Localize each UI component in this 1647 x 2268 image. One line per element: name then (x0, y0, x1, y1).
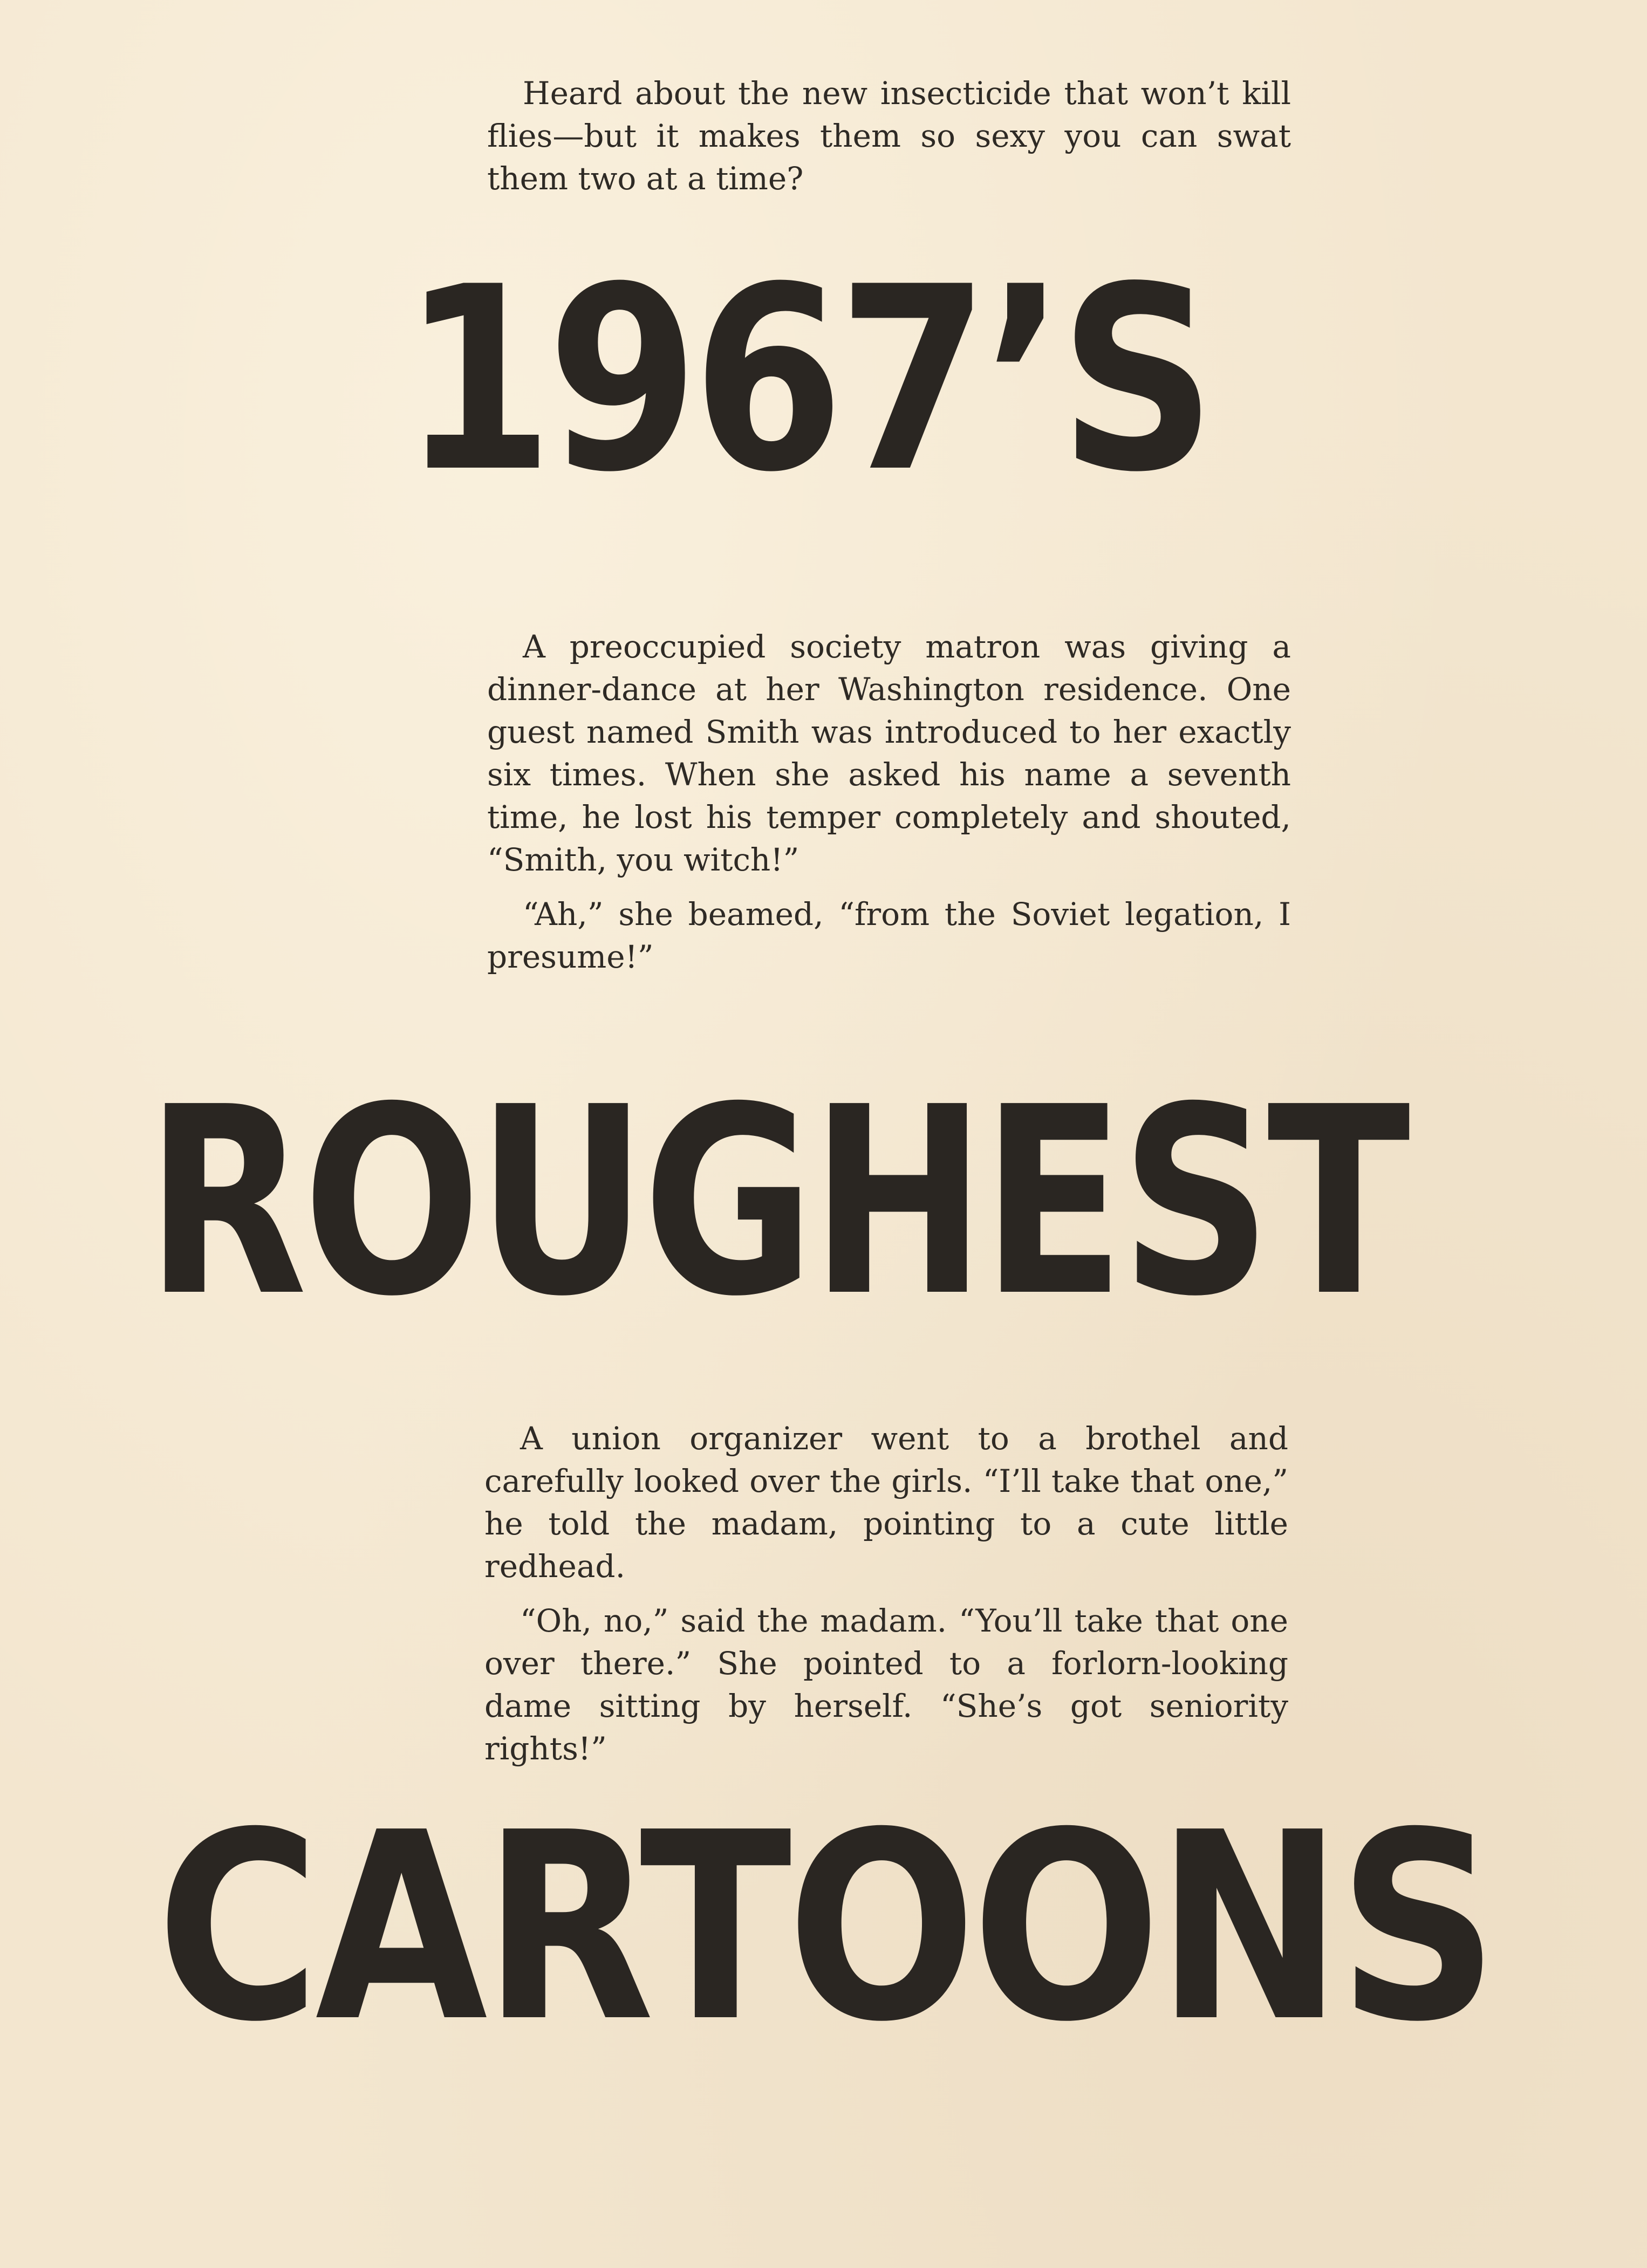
joke-paragraph: “Ah,” she beamed, “from the Soviet legation, I presume!” (487, 896, 1291, 975)
joke-paragraph: A preoccupied society matron was giving a dinner-dance at her Washington residence. One guest named Smith was introduced to her exactly six times. When she asked his name a seventh time, he lost his temper completely and shouted, “Smith, you witch!” (487, 628, 1291, 878)
joke-paragraph: Heard about the new insecticide that won’t kill flies—but it makes them so sexy you can swat them two at a time? (487, 75, 1291, 197)
headline-roughest: ROUGHEST (146, 1052, 1406, 1353)
joke-society-matron (487, 626, 1291, 978)
joke-union-organizer (484, 1417, 1288, 1770)
headline-year: 1967’S (402, 232, 1210, 527)
joke-insecticide (487, 72, 1291, 200)
joke-paragraph: “Oh, no,” said the madam. “You’ll take that one over there.” She pointed to a forlorn-looking dame sitting by herself. “She’s got seniority rights!” (484, 1602, 1288, 1767)
headline-cartoons: CARTOONS (156, 1777, 1494, 2079)
joke-paragraph: A union organizer went to a brothel and carefully looked over the girls. “I’ll take that one,” he told the madam, pointing to a cute little redhead. (484, 1420, 1288, 1585)
